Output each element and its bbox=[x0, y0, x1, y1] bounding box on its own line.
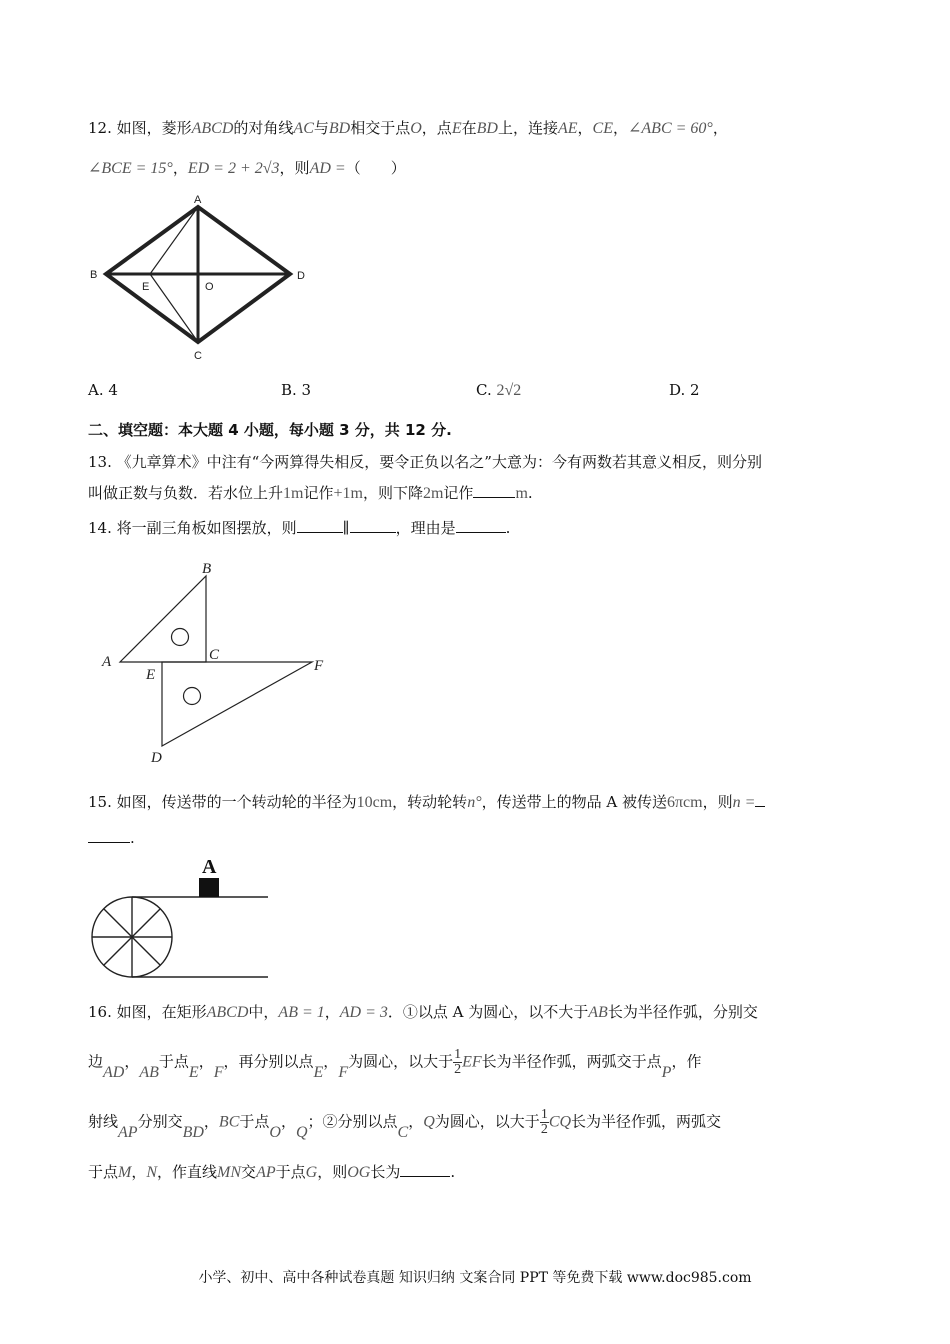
label-e: E bbox=[142, 281, 150, 293]
q15-answer-blank-start[interactable] bbox=[755, 792, 765, 807]
q16-line1: 16. 如图，在矩形ABCD中，AB = 1，AD = 3．①以点 A 为圆心，以不大于AB长为半径作弧，分别交 bbox=[88, 1003, 758, 1021]
rhombus-figure bbox=[86, 192, 316, 364]
label-c: C bbox=[209, 647, 220, 663]
q12-line2: ∠BCE = 15°，ED = 2 + 2√3，则AD =（ ） bbox=[88, 159, 406, 177]
q16-line4: 于点M，N，作直线MN交AP于点G，则OG长为 . bbox=[88, 1163, 456, 1181]
q14-blank-1[interactable] bbox=[297, 518, 343, 533]
conveyor-belt-figure bbox=[86, 852, 276, 988]
label-a: A bbox=[194, 194, 202, 206]
label-d: D bbox=[297, 270, 305, 282]
label-a: A bbox=[202, 856, 217, 878]
q15-answer-blank[interactable] bbox=[88, 828, 130, 843]
q16-line2: 边AD，AB于点E，F，再分别以点E，F为圆心，以大于 $\frac{1}{2}$ EF长为半径作弧，两弧交于点P，作 bbox=[88, 1047, 702, 1081]
option-b: B. 3 bbox=[281, 381, 312, 399]
triangle-abc bbox=[120, 576, 206, 662]
label-f: F bbox=[314, 658, 324, 674]
section-2-title: 二、填空题：本大题 4 小题，每小题 3 分，共 12 分. bbox=[88, 421, 452, 439]
option-a: A. 4 bbox=[88, 381, 118, 399]
q15-line2: . bbox=[88, 828, 135, 848]
object-a-block bbox=[199, 878, 219, 897]
q15-line1: 15. 如图，传送带的一个转动轮的半径为10cm，转动轮转n°，传送带上的物品 A 被传送6πcm，则n = bbox=[88, 792, 765, 813]
circle-hole-2 bbox=[184, 688, 201, 705]
label-o: O bbox=[205, 281, 214, 293]
q13-answer-blank[interactable] bbox=[473, 483, 515, 498]
q12-line1: 12. 如图，菱形ABCD的对角线AC与BD相交于点O，点E在BD上，连接AE，CE，∠ABC = 60°， bbox=[88, 119, 728, 137]
label-c: C bbox=[194, 350, 202, 362]
option-d: D. 2 bbox=[669, 381, 700, 399]
circle-hole-1 bbox=[172, 629, 189, 646]
triangle-boards-figure bbox=[96, 556, 336, 768]
segment-ce bbox=[150, 274, 198, 342]
segment-ae bbox=[150, 207, 198, 274]
label-d: D bbox=[151, 750, 162, 766]
option-c: C. 2√2 bbox=[476, 381, 522, 399]
q14-line: 14. 将一副三角板如图摆放，则 ∥ ，理由是 . bbox=[88, 519, 511, 537]
page-footer[interactable]: 小学、初中、高中各种试卷真题 知识归纳 文案合同 PPT 等免费下载 www.doc985.com bbox=[198, 1270, 752, 1286]
label-a: A bbox=[102, 654, 112, 670]
q16-answer-blank[interactable] bbox=[400, 1162, 450, 1177]
q16-line3: 射线AP分别交BD，BC于点O，Q；②分别以点C，Q为圆心，以大于 $\frac{1}{2}$ CQ长为半径作弧，两弧交 bbox=[88, 1107, 722, 1141]
q13-line1: 13. 《九章算术》中注有“今两算得失相反，要令正负以名之”大意为：今有两数若其意义相反，则分别 bbox=[88, 453, 762, 471]
q14-blank-3[interactable] bbox=[456, 518, 506, 533]
label-b: B bbox=[202, 561, 212, 577]
label-b: B bbox=[90, 269, 98, 281]
q13-line2: 叫做正数与负数．若水位上升1m记作+1m，则下降2m记作 m. bbox=[88, 484, 533, 502]
q14-blank-2[interactable] bbox=[350, 518, 396, 533]
fraction-half-2: $\frac{1}{2}$ bbox=[540, 1107, 548, 1137]
label-e: E bbox=[146, 667, 156, 683]
fraction-half: $\frac{1}{2}$ bbox=[454, 1047, 462, 1077]
triangle-def bbox=[162, 662, 312, 746]
